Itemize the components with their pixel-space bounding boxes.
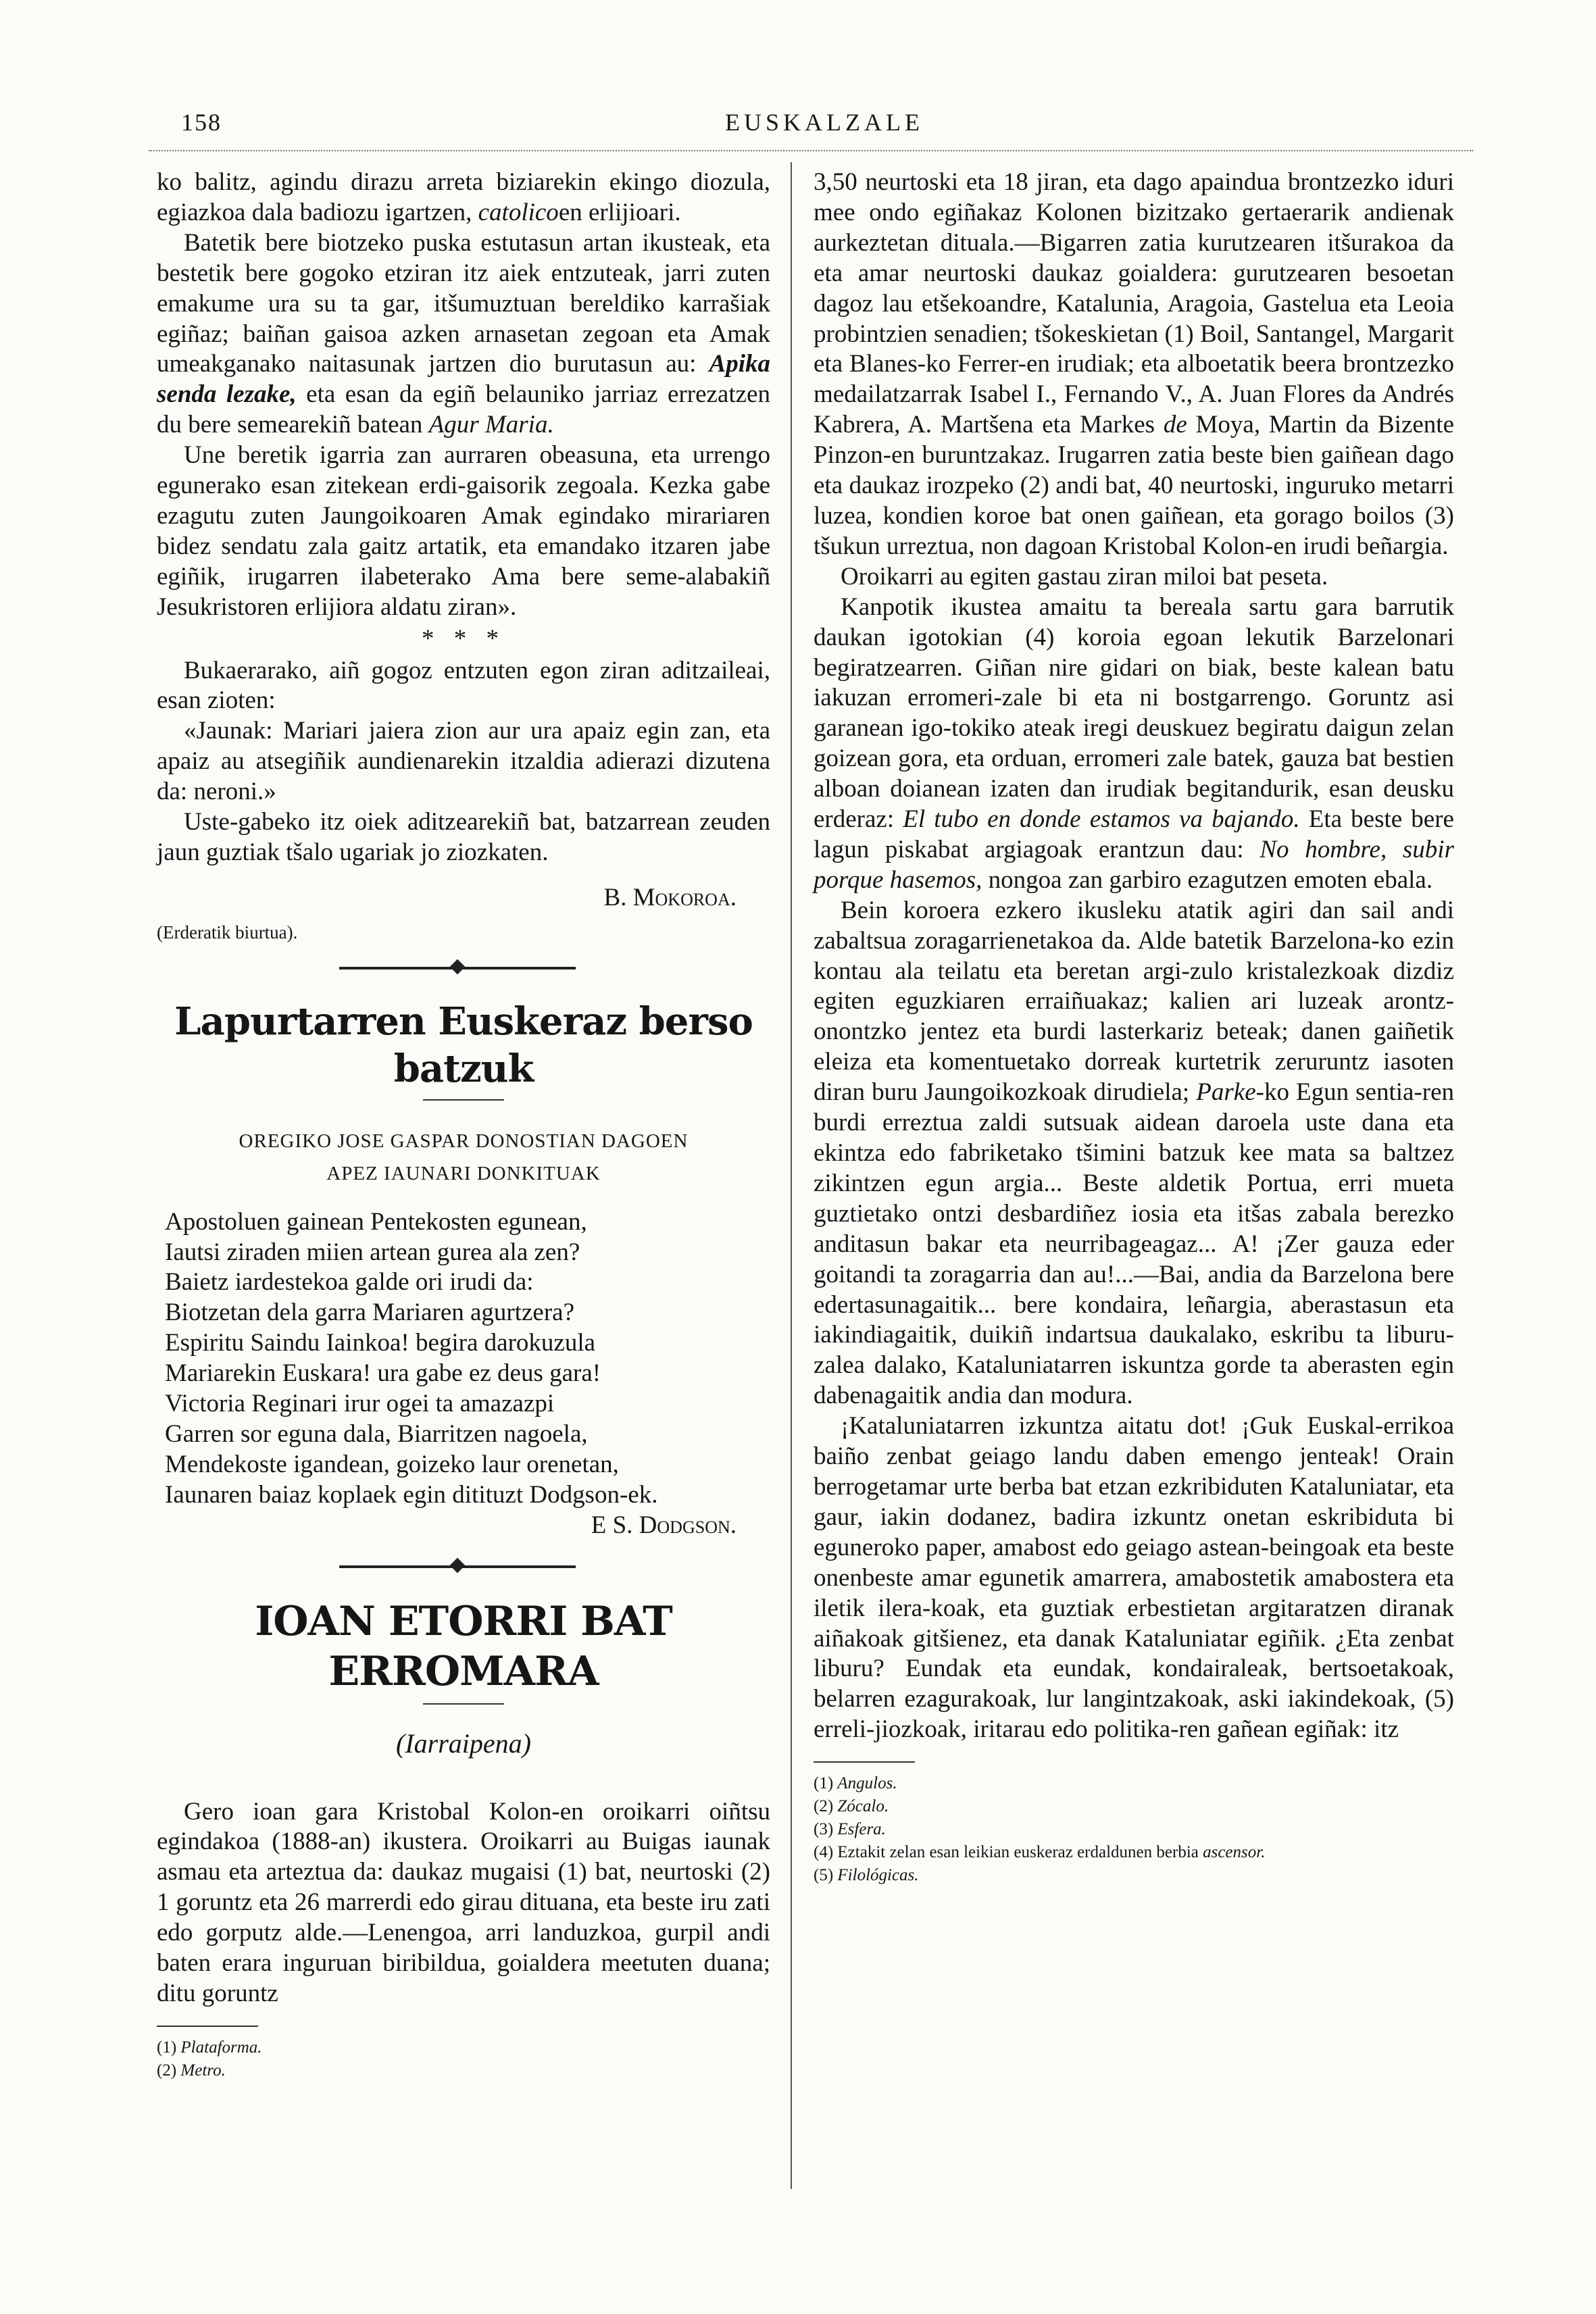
left-paragraph-4: Bukaerarako, aiñ gogoz entzuten egon ziran aditzaileai, esan zioten: [157,656,770,715]
left-paragraph-2: Batetik bere biotzeko puska estutasun artan ikusteak, eta bestetik bere gogoko etziran itz aiek entzuteak, jarri zuten emakume ura su ta gar, itšumuztuan bereldiko karrašiak egiñaz; baiñan gaisoa azken arnasetan zegoan eta Amak umeakganako naitasunak jartzen dio burutasun au: Apika senda lezake, eta esan da egiñ belauniko jarriaz errezatzen du bere semearekiñ batean Agur Maria. [157,228,770,439]
left-paragraph-5: «Jaunak: Mariari jaiera zion aur ura apaiz egin zan, eta apaiz au atsegiñik aundienarekin itzaldia adierazi dizutena da: neroni.» [157,717,770,806]
footnote-rule [157,2026,258,2027]
title-rule [423,1099,504,1101]
left-paragraph-1: ko balitz, agindu dirazu arreta biziarekin ekingo diozula, egiazkoa dala badiozu igartzen, catolicoen erlijioari. [157,168,770,226]
poem-line: Baietz iardestekoa galde ori irudi da: [165,1268,534,1297]
article-title-lapurtarren: Lapurtarren Euskeraz berso batzuk [174,999,753,1091]
header-rule [149,150,1473,151]
article-title-ioan: IOAN ETORRI BAT ERROMARA [255,1597,672,1695]
footnote: (4) Eztakit zelan esan leikian euskeraz erdaldunen berbia ascensor. [814,1843,1266,1862]
poem [157,1207,770,1511]
signature-dodgson: E S. Dodgson. [591,1511,737,1539]
footnote: (2) Metro. [157,2061,226,2080]
poem-line: Iaunaren baiaz koplaek egin ditituzt Dodgson-ek. [165,1480,658,1509]
journal-title: EUSKALZALE [725,109,924,136]
poem-line: Mendekoste igandean, goizeko laur orenetan, [165,1450,619,1478]
poem-line: Iautsi ziraden miien artean gurea ala zen? [165,1238,580,1266]
poem-line: Biotzetan dela garra Mariaren agurtzera? [165,1299,575,1327]
ornament-divider [157,957,770,978]
poem-line: Mariarekin Euskara! ura gabe ez deus gara! [165,1359,601,1388]
poem-line: Victoria Reginari irur ogei ta amazazpi [165,1390,555,1418]
poem-line: Espiritu Saindu Iainkoa! begira darokuzula [165,1329,596,1357]
footnote: (1) Plataforma. [157,2038,262,2057]
section-stars: * * * [422,624,505,653]
column-divider [791,162,792,2189]
source-note: (Erderatik biurtua). [157,922,298,942]
left-column [157,168,770,2082]
right-paragraph-2: Oroikarri au egiten gastau ziran miloi bat peseta. [841,562,1328,590]
left-paragraph-7: Gero ioan gara Kristobal Kolon-en oroikarri oiñtsu egindakoa (1888-an) ikustera. Oroikarri au Buigas iaunak asmau eta arteztua da: daukaz mugaisi (1) bat, neurtoski (2) 1 goruntz eta 26 marrerdi edo girau dituana, eta beste iru zati edo gorputz alde.—Lenengoa, arri landuzkoa, gurpil andi baten erara inguruan biribildua, goialdera meetuten duana; ditu goruntz [157,1797,770,2007]
right-paragraph-1: 3,50 neurtoski eta 18 jiran, eta dago apaindua brontzezko iduri mee ondo egiñakaz Kolonen bizitzako gertaerarik andienak aurkeztetan dituala.—Bigarren zatia kurutzearen itšurakoa da eta amar neurtoski daukaz goialdera: gurutzearen besoetan dagoz lau etšekoandre, Katalunia, Aragoia, Gastelua eta Leoia probintzien senadien; tšokeskietan (1) Boil, Santangel, Margarit eta Blanes-ko Ferrer-en irudiak; eta alboetatik beera brontzezko medailatzarrak Isabel I., Fernando V., A. Juan Flores da Andrés Kabrera, A. Martšena eta Markes de Moya, Martin da Bizente Pinzon-en buruntzakaz. Irugarren zatia beste bien gaiñean dago eta daukaz irozpeko (2) andi bat, 40 neurtoski, inguruko metarri luzea, kondien koroe bat onen gaiñean, eta gorago boilos (3) tšukun urreztua, non dagoan Kristobal Kolon-en irudi beñargia. [814,168,1454,560]
article-subtitle-iarraipena: (Iarraipena) [396,1728,531,1759]
right-column [814,168,1454,1887]
footnote: (5) Filológicas. [814,1866,919,1885]
page-number: 158 [181,109,222,136]
footnote-rule [814,1761,915,1763]
poem-line: Garren sor eguna dala, Biarritzen nagoela, [165,1420,588,1448]
title-rule [423,1703,504,1705]
signature-mokoroa: B. Mokoroa. [603,883,737,911]
footnote: (2) Zócalo. [814,1797,889,1816]
poem-line: Apostoluen gainean Pentekosten egunean, [165,1207,587,1236]
footnote: (1) Angulos. [814,1774,897,1793]
ornament-divider [157,1556,770,1576]
footnote: (3) Esfera. [814,1820,886,1839]
right-paragraph-5: ¡Kataluniatarren izkuntza aitatu dot! ¡Guk Euskal-errikoa baiño zenbat geiago landu daben emengo jenteak! Orain berrogetamar urte berba bat etzan ezkribiduten Kataluniatar, eta gaur, iakin dodanez, badira izkuntz onetan eskribiduta bi eguneroko paper, amabost edo geiago astean-beingoak eta beste onenbeste amar egunetik amarrera, amabostetik amabostera eta iletik ilera-koak, eta guztiak erbestietan argitaratzen diranak aiñakoak gitšienez, eta danak Kataluniatar egiñik. ¿Eta zenbat liburu? Eundak eta eundak, kondairaleak, bertsoetakoak, belarren ezagurakoak, lur langintzakoak, aski iakindekoak, (5) erreli-jiozkoak, iritarau edo politika-ren gañean egiñak: itz [814,1412,1454,1744]
right-paragraph-3: Kanpotik ikustea amaitu ta bereala sartu gara barrutik daukan igotokian (4) koroia egoan lekutik Barzelonari begiratzearren. Giñan nire gidari on biak, beste kalean batu iakuzan erromeri-zale bi eta ni bostgarrengo. Goruntz asi garanean igo-tokiko ateak iregi deuskuez begiratu daigun zelan goizean gora, eta orduan, erromeri zale batek, gauza bat bestien alboan doianean izaten dan irudiak begitandurik, esan deusku erderaz: El tubo en donde estamos va bajando. Eta beste bere lagun piskabat argiagoak erantzun dau: No hombre, subir porque hasemos, nongoa zan garbiro ezagutzen emoten ebala. [814,593,1454,894]
article-subtitle-line-2: APEZ IAUNARI DONKITUAK [326,1162,601,1184]
left-paragraph-3: Une beretik igarria zan aurraren obeasuna, eta urrengo egunerako esan zitekean erdi-gaisorik zegoala. Kezka gabe ezagutu zuten Jaungoikoaren Amak egindako mirariaren bidez sendatu zala gaitz artatik, eta emandako itzaren jabe egiñik, irugarren ilabeterako Ama bere seme-alabakiñ Jesukristoren erlijiora aldatu ziran». [157,441,770,621]
left-paragraph-6: Uste-gabeko itz oiek aditzearekiñ bat, batzarrean zeuden jaun guztiak tšalo ugariak jo ziozkaten. [157,808,770,866]
article-subtitle-line-1: OREGIKO JOSE GASPAR DONOSTIAN DAGOEN [239,1130,689,1152]
right-paragraph-4: Bein koroera ezkero ikusleku atatik agiri dan sail andi zabaltsua zoragarrienetakoa da. Alde batetik Barzelona-ko ezin kontau ala teilatu eta beretan argi-zulo kristalezkoak dizdiz egiten eguzkiaren erraiñuakaz; kalien ari luzeak arontz-onontzko jentez eta burdi lasterkariz beteak; danen gaiñetik eleiza eta komentuetako dorreak kurtetrik zeruruntz iasoten diran buru Jaungoikozkoak dirudiela; Parke-ko Egun sentia-ren burdi erreztua zaldi sutsuak aidean daroela uste dana eta ekintza edo fabriketako tšimini batzuk kee mata sa baltzez zikintzen egun argia... Beste aldetik Portua, erri mueta guztietako ontzi desbardiñez iosia eta itšas zabala berezko anditasun bakar eta neurribageagaz... A! ¡Zer gauza eder goitandi ta zoragarria dan au!...—Bai, andia da Barzelona bere edertasunagaitik... bere kondaira, leñargia, aberastasun eta iakindiagaitik, duikiñ indartsua daukalako, eskribu ta liburu-zalea dalako, Kataluniatarren iskuntza gorde ta aberasten egin dabenagaitik andia dan modura. [814,896,1455,1410]
